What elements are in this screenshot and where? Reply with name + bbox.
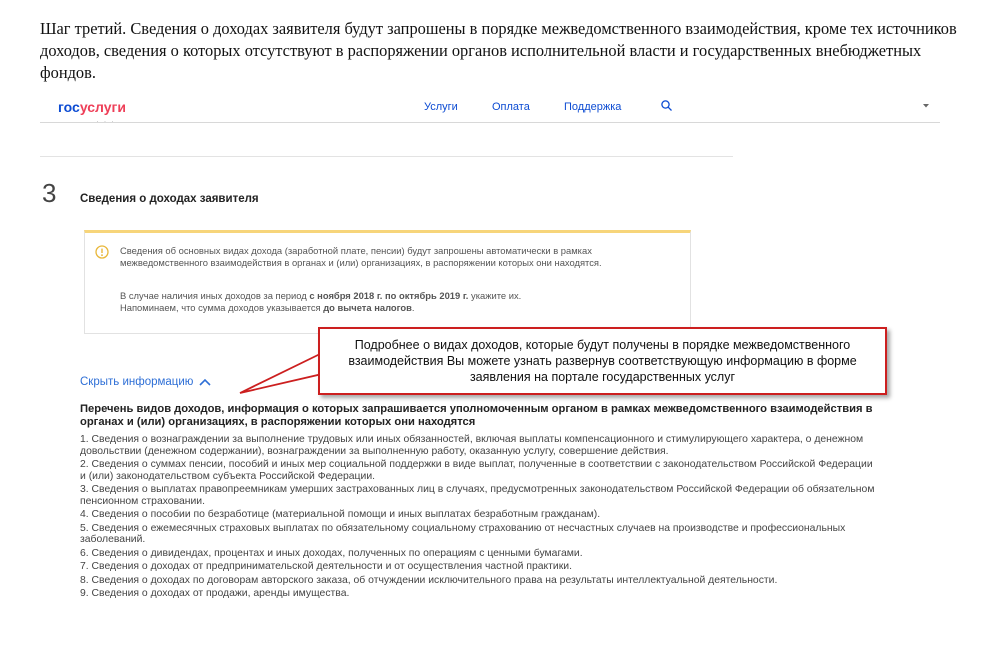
list-item: 5. Сведения о ежемесячных страховых выплатах по обязательному социальному страхованию от несчастных случаев на производстве и профессиональных заболеваний. xyxy=(80,522,846,545)
list-item: 3. Сведения о выплатах правопреемникам умерших застрахованных лиц в случаях, предусмотренных законодательством Российской Федерации об обязательном пенсионном страховании. xyxy=(80,484,875,507)
notice-tax-suffix: . xyxy=(411,302,415,313)
income-list-title: Перечень видов доходов, информация о которых запрашивается уполномоченным органом в рамках межведомственного взаимодействия в органах и (или) организациях, в распоряжении которых они находятся xyxy=(80,403,873,428)
income-notice-box xyxy=(84,230,691,334)
nav-link-payment[interactable]: Оплата xyxy=(492,101,530,113)
notice-period-dates: с ноября 2018 г. по октябрь 2019 г. xyxy=(309,290,469,301)
nav-link-services[interactable]: Услуги xyxy=(424,101,458,113)
gosuslugi-logo[interactable] xyxy=(58,99,126,115)
step-title: Сведения о доходах заявителя xyxy=(80,193,259,205)
notice-text-tax xyxy=(120,302,665,314)
callout-annotation: Подробнее о видах доходов, которые будут получены в порядке межведомственного взаимодействия Вы можете узнать развернув соответствующую информацию в форме заявления на портале государственных услуг xyxy=(318,327,887,395)
notice-text-main: Сведения об основных видах дохода (заработной плате, пенсии) будут запрошены автоматически в рамках межведомственного взаимодействия в органах и (или) организациях, в распоряжении которых они находятся. xyxy=(120,245,602,268)
nav-link-support[interactable]: Поддержка xyxy=(564,101,622,113)
list-item: 6. Сведения о дивидендах, процентах и иных доходах, полученных по операциям с ценными бумагами. xyxy=(80,547,583,559)
notice-tax-bold: до вычета налогов xyxy=(323,302,412,313)
warning-icon xyxy=(95,245,109,259)
list-item: 4. Сведения о пособии по безработице (материальной помощи и иных выплатах безработным гражданам). xyxy=(80,509,601,520)
list-item: 8. Сведения о доходах по договорам авторского заказа, об отчуждении исключительного права на результаты интеллектуальной деятельности. xyxy=(80,574,778,586)
site-header xyxy=(40,94,940,123)
intro-paragraph: Шаг третий. Сведения о доходах заявителя будут запрошены в порядке межведомственного взаимодействия, кроме тех источников доходов, сведения о которых отсутствуют в распоряжении органов исполнительной власти и государственных внебюджетных фондов. xyxy=(40,19,957,82)
chevron-down-icon[interactable] xyxy=(922,103,930,109)
notice-period-prefix: В случае наличия иных доходов за период xyxy=(120,290,310,301)
list-item: 1. Сведения о вознаграждении за выполнение трудовых или иных обязанностей, включая выплаты компенсационного и стимулирующего характера, о денежном довольствии (денежном содержании), вознаграждении за выполненную работу, оказанную услугу, совершение действия. xyxy=(80,434,864,457)
section-divider xyxy=(40,156,733,157)
logo-part-uslugi: услуги xyxy=(79,99,126,115)
faded-scroll-text: · · · xyxy=(96,116,115,126)
list-item: 2. Сведения о суммах пенсии, пособий и иных мер социальной поддержки в виде выплат, полученные в соответствии с законодательством Российской Федерации и (или) законодательством субъекта Российской Федерации. xyxy=(80,459,873,482)
hide-info-label: Скрыть информацию xyxy=(80,376,194,388)
notice-text-period xyxy=(120,290,665,302)
callout-pointer xyxy=(236,352,326,397)
logo-part-gos: гос xyxy=(58,99,80,115)
list-item: 7. Сведения о доходах от предпринимательской деятельности и от осуществления частной практики. xyxy=(80,561,572,572)
chevron-up-icon xyxy=(199,378,211,386)
income-types-list xyxy=(80,434,880,602)
notice-tax-prefix: Напоминаем, что сумма доходов указывается xyxy=(120,302,324,313)
notice-period-suffix: укажите их. xyxy=(468,290,522,301)
list-item: 9. Сведения о доходах от продажи, аренды имущества. xyxy=(80,588,350,599)
step-number: 3 xyxy=(42,178,57,208)
search-icon[interactable] xyxy=(660,99,674,113)
hide-info-toggle[interactable] xyxy=(80,376,211,388)
